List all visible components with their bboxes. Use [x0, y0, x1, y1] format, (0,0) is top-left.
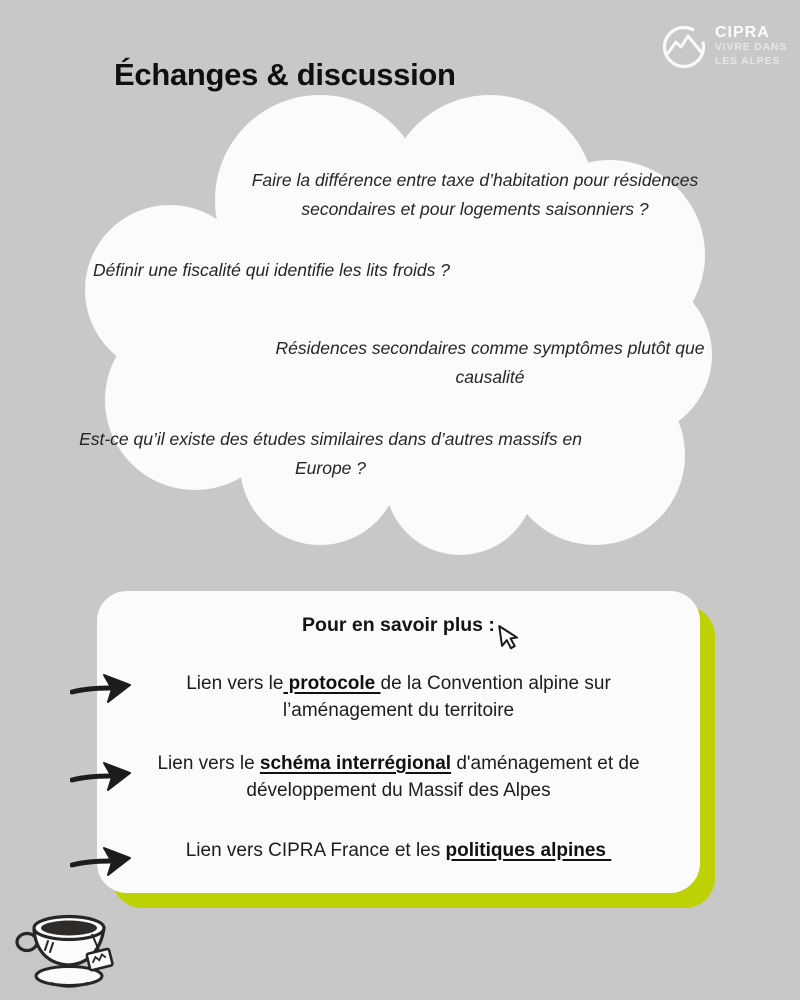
arrow-right-icon — [70, 762, 132, 792]
cipra-logo — [661, 24, 787, 70]
link-suffix: de la Convention alpine sur l’aménagement du territoire — [282, 673, 611, 721]
link-prefix: Lien vers le — [186, 673, 284, 694]
arrow-right-icon — [70, 674, 132, 704]
page-title: Échanges & discussion — [114, 56, 456, 92]
mouse-pointer-icon — [495, 623, 521, 654]
cloud-question-4: Est-ce qu’il existe des études similaires dans d’autres massifs en Europe ? — [79, 429, 582, 478]
info-card — [97, 591, 700, 893]
link-schema-interregional[interactable]: schéma interrégional — [259, 753, 452, 774]
link-prefix: Lien vers CIPRA France et les — [185, 840, 446, 861]
logo-name: CIPRA — [715, 24, 770, 41]
thought-cloud-shape — [70, 85, 730, 565]
resource-link-protocole — [149, 670, 649, 724]
mountain-circle-icon — [661, 24, 707, 70]
cloud-question-1: Faire la différence entre taxe d’habitation pour résidences secondaires et pour logements saisonniers ? — [251, 170, 699, 219]
cloud-question-3: Résidences secondaires comme symptômes plutôt que causalité — [275, 338, 705, 387]
resource-link-politiques — [109, 837, 689, 864]
logo-tagline-line2: LES ALPES — [715, 55, 781, 67]
link-prefix: Lien vers le — [157, 753, 260, 774]
cloud-question-2: Définir une fiscalité qui identifie les lits froids ? — [93, 260, 450, 280]
logo-tagline-line1: VIVRE DANS — [715, 41, 788, 53]
info-card-heading: Pour en savoir plus : — [302, 614, 495, 636]
teacup-icon — [12, 897, 114, 995]
link-suffix: d'aménagement et de développement du Massif des Alpes — [246, 753, 640, 801]
link-protocole[interactable]: protocole — [283, 673, 381, 694]
link-politiques-alpines[interactable]: politiques alpines — [445, 840, 612, 861]
arrow-right-icon — [70, 847, 132, 877]
resource-link-schema — [109, 750, 689, 804]
logo-text — [715, 26, 787, 68]
